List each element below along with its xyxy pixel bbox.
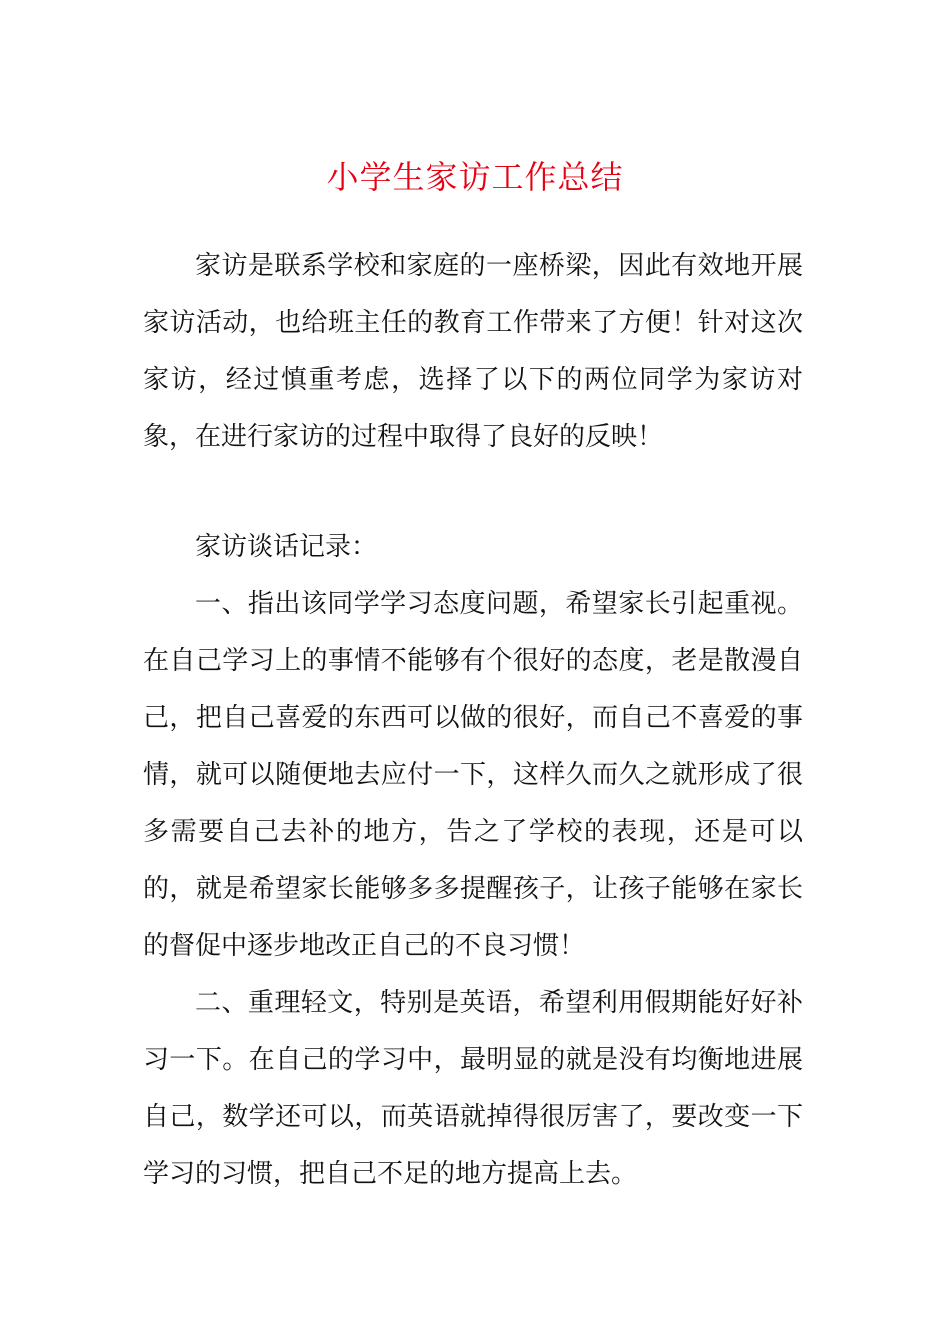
record-item-2: 二、重理轻文，特别是英语，希望利用假期能好好补习一下。在自己的学习中，最明显的就是没有均衡地进展自己，数学还可以，而英语就掉得很厉害了，要改变一下学习的习惯，把自己不足的地方提高上去。	[143, 988, 803, 1189]
records-heading: 家访谈话记录：	[195, 532, 378, 562]
intro-paragraph: 家访是联系学校和家庭的一座桥梁，因此有效地开展家访活动，也给班主任的教育工作带来了方便！针对这次家访，经过慎重考虑，选择了以下的两位同学为家访对象，在进行家访的过程中取得了良好的反映！	[143, 251, 803, 452]
record-item-1: 一、指出该同学学习态度问题，希望家长引起重视。在自己学习上的事情不能够有个很好的态度，老是散漫自己，把自己喜爱的东西可以做的很好，而自己不喜爱的事情，就可以随便地去应付一下，这样久而久之就形成了很多需要自己去补的地方，告之了学校的表现，还是可以的，就是希望家长能够多多提醒孩子，让孩子能够在家长的督促中逐步地改正自己的不良习惯！	[143, 589, 803, 961]
intro-section	[143, 238, 803, 466]
records-section	[143, 519, 803, 1203]
document-title: 小学生家访工作总结	[326, 158, 624, 196]
